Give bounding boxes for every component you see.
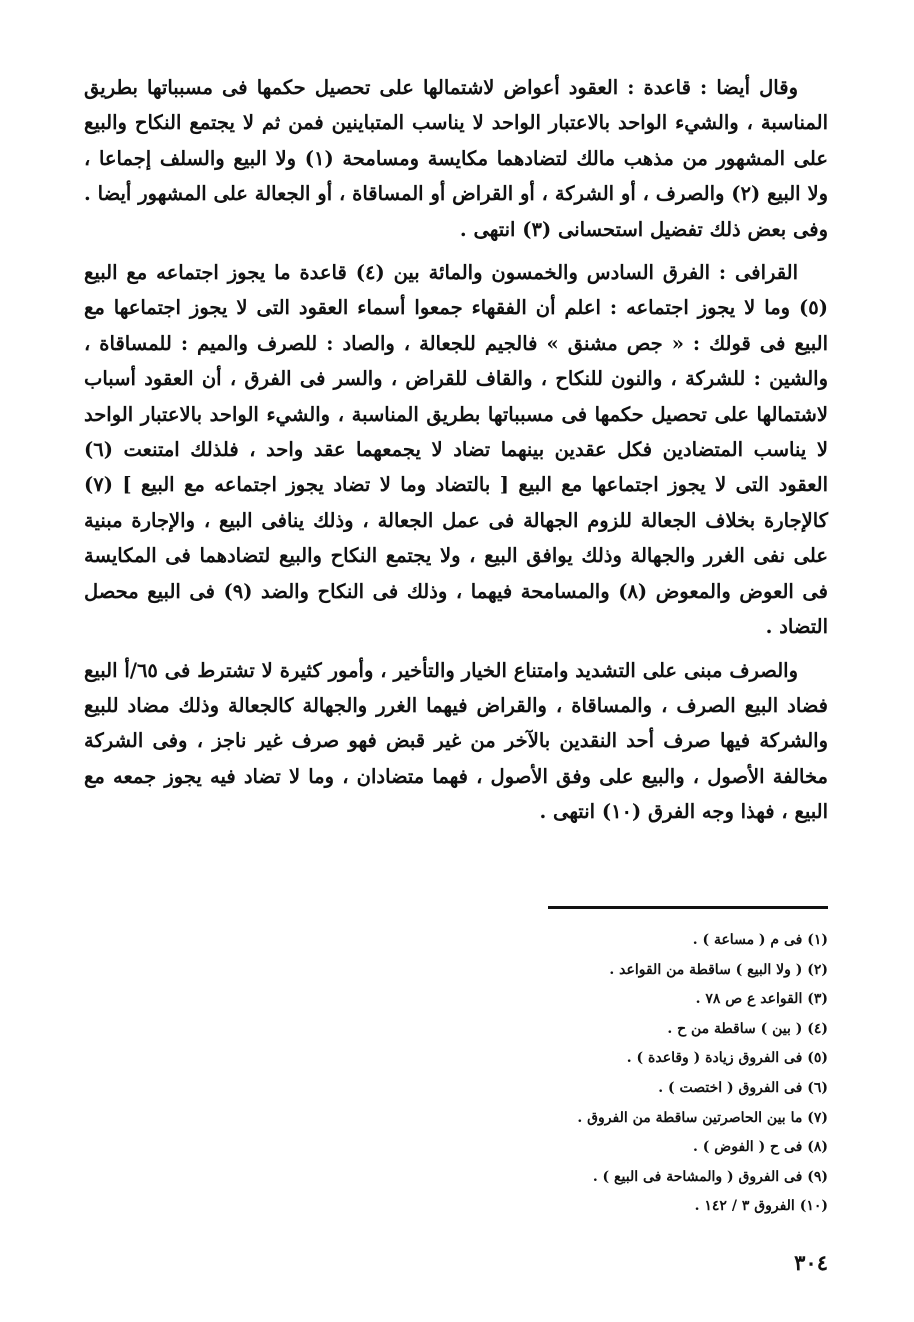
footnote-1: (١) فى م ( مساعة ) . xyxy=(692,932,828,948)
footnote-3: (٣) القواعد ع ص ٧٨ . xyxy=(695,991,828,1008)
paragraph-2: القرافى : الفرق السادس والخمسون والمائة بين (٤) قاعدة ما يجوز اجتماعه مع البيع (٥) وما لا يجوز اجتماعه : اعلم أن الفقهاء جمعوا أسماء العقود التى لا يجوز اجتماعها مع البيع فى قولك : « جص مشنق » فالجيم للجعالة ، والصاد : للصرف والميم : للمساقاة ، والشين : للشركة ، والنون للنكاح ، والقاف للقراض ، والسر فى الفرق ، أن العقود أسباب لاشتمالها على تحصيل حكمها فى مسبباتها بطريق المناسبة ، والشيء الواحد بالاعتبار الواحد لا يناسب المتضادين فكل عقدين بينهما تضاد لا يجمعهما عقد واحد ، فلذلك امتنعت (٦) العقود التى لا يجوز اجتماعها مع البيع [ بالتضاد وما لا تضاد يجوز اجتماعه مع البيع ] (٧) كالإجارة بخلاف الجعالة للزوم الجهالة فى عمل الجعالة ، وذلك ينافى البيع ، والإجارة مبنية على نفى الغرر والجهالة وذلك يوافق البيع ، ولا يجتمع النكاح والبيع لتضادهما فى المكايسة فى العوض والمعوض (٨) والمسامحة فيهما ، وذلك فى النكاح والضد (٩) فى البيع محصل التضاد . xyxy=(84,261,828,639)
footnote-2: (٢) ( ولا البيع ) ساقطة من القواعد . xyxy=(609,961,828,978)
footnote-8: (٨) فى ح ( الفوض ) . xyxy=(693,1139,828,1156)
footnotes-list xyxy=(408,926,828,1222)
footnote-4: (٤) ( بين ) ساقطة من ح . xyxy=(667,1020,828,1037)
paragraph-1: وقال أيضا : قاعدة : العقود أعواض لاشتمالها على تحصيل حكمها فى مسبباتها بطريق المناسبة ، والشيء الواحد بالاعتبار الواحد لا يناسب المتباينين فمن ثم لا يجتمع النكاح والبيع على المشهور من مذهب مالك لتضادهما مكايسة ومسامحة (١) ولا البيع والسلف إجماعا ، ولا البيع (٢) والصرف ، أو الشركة ، أو القراض أو المساقاة ، أو الجعالة على المشهور أيضا . وفى بعض ذلك تفضيل استحسانى (٣) انتهى . xyxy=(84,76,828,241)
footnote-9: (٩) فى الفروق ( والمشاحة فى البيع ) . xyxy=(592,1168,828,1185)
page-number: ٣٠٤ xyxy=(794,1250,828,1275)
paragraph-3: والصرف مبنى على التشديد وامتناع الخيار والتأخير ، وأمور كثيرة لا تشترط فى ٦٥/أ البيع فضاد البيع الصرف ، والمساقاة ، والقراض فيهما الغرر والجهالة كالجعالة وذلك مضاد للبيع والشركة فيها صرف أحد النقدين بالآخر من غير قبض فهو صرف غير ناجز ، وفى الشركة مخالفة الأصول ، والبيع على وفق الأصول ، فهما متضادان ، وما لا تضاد فيه يجوز جمعه مع البيع ، فهذا وجه الفرق (١٠) انتهى . xyxy=(84,658,828,824)
footnote-10: (١٠) الفروق ٣ / ١٤٢ . xyxy=(694,1198,828,1215)
footnote-6: (٦) فى الفروق ( اختصت ) . xyxy=(658,1079,828,1096)
footnote-7: (٧) ما بين الحاصرتين ساقطة من الفروق . xyxy=(577,1109,828,1126)
footnote-separator xyxy=(548,906,828,909)
main-text xyxy=(84,70,828,838)
footnote-5: (٥) فى الفروق زيادة ( وقاعدة ) . xyxy=(626,1050,828,1067)
